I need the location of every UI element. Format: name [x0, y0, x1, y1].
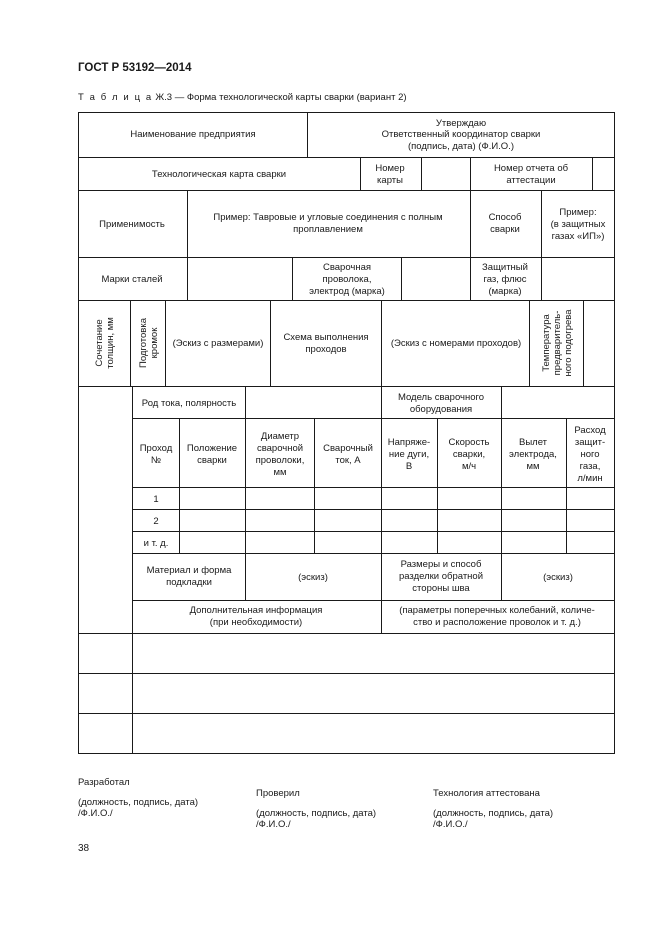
signature-title: Разработал	[78, 777, 130, 788]
position-header-line-1: Положение	[186, 443, 238, 454]
equipment-line-2: оборудования	[409, 404, 473, 415]
signature-role: (должность, подпись, дата)	[433, 808, 554, 819]
steel-grades-label: Марки сталей	[101, 274, 163, 285]
diameter-header-line-4: мм	[273, 467, 287, 478]
signature-developed	[78, 777, 198, 819]
report-number-line-2: аттестации	[506, 175, 556, 186]
speed-header-line-2: сварки,	[452, 449, 486, 460]
equipment-line-1: Модель сварочного	[397, 392, 485, 403]
voltage-header-line-1: Напряже-	[387, 437, 431, 448]
example-line-1: Пример: Тавровые и угловые соединения с полным	[213, 212, 443, 223]
stickout-header-line-2: электрода,	[509, 449, 557, 460]
voltage-header-line-3: В	[405, 461, 413, 472]
signature-role: (должность, подпись, дата)	[256, 808, 377, 819]
pass-header-line-2: №	[150, 455, 162, 466]
speed-header-line-3: м/ч	[461, 461, 477, 472]
wire-line-1: Сварочная	[322, 262, 372, 273]
pass-row-2: 2	[153, 516, 159, 527]
pass-scheme-line-1: Схема выполнения	[283, 332, 369, 343]
signature-name: /Ф.И.О./	[433, 819, 468, 830]
signature-title: Технология аттестована	[433, 788, 540, 799]
preheat-line-3: ного подогрева	[563, 309, 574, 377]
backing-line-1: Материал и форма	[146, 565, 232, 576]
caption-prefix: Т а б л и ц а	[78, 92, 153, 103]
gas-flow-header-line-3: ного	[580, 449, 600, 460]
preheat-line-2: предваритель-	[552, 310, 563, 376]
oscillation-line-1: (параметры поперечных колебаний, количе-	[399, 605, 595, 616]
document-header: ГОСТ Р 53192—2014	[78, 62, 192, 74]
signature-role: (должность, подпись, дата)	[78, 797, 199, 808]
gas-line-3: (марка)	[488, 286, 522, 297]
signature-checked	[256, 788, 376, 830]
root-prep-line-3: стороны шва	[412, 583, 470, 594]
signature-certified	[433, 788, 553, 830]
sketch-dims-label: (Эскиз с размерами)	[172, 338, 264, 349]
edge-prep-line-1: Подготовка	[138, 317, 149, 369]
method-example-line-3: газах «ИП»)	[551, 231, 605, 242]
thickness-line-2: толщин, мм	[105, 317, 116, 369]
stickout-header-line-3: мм	[526, 461, 540, 472]
pass-row-1: 1	[153, 494, 159, 505]
gas-flow-header-line-5: л/мин	[577, 473, 603, 484]
stickout-header-line-1: Вылет	[518, 437, 548, 448]
wire-line-2: проволока,	[322, 274, 372, 285]
pass-header-line-1: Проход	[139, 443, 173, 454]
gas-line-2: газ, флюс	[483, 274, 527, 285]
pass-scheme-line-2: проходов	[305, 344, 347, 355]
applicability-label: Применимость	[99, 219, 165, 230]
method-line-2: сварки	[490, 224, 520, 235]
speed-header-line-1: Скорость	[448, 437, 490, 448]
position-header-line-2: сварки	[197, 455, 227, 466]
report-number-line-1: Номер отчета об	[493, 163, 569, 174]
method-example-line-2: (в защитных	[550, 219, 606, 230]
enterprise-name-label: Наименование предприятия	[130, 129, 256, 140]
sketch-label-2: (эскиз)	[543, 572, 573, 583]
sketch-label-1: (эскиз)	[298, 572, 328, 583]
root-prep-line-1: Размеры и способ	[400, 559, 482, 570]
extra-info-line-2: (при необходимости)	[209, 617, 303, 628]
signature-title: Проверил	[256, 788, 300, 799]
caption-text: Ж.3 — Форма технологической карты сварки (вариант 2)	[155, 92, 407, 103]
preheat-line-1: Температура	[541, 314, 552, 372]
gas-flow-header-line-2: защит-	[574, 437, 606, 448]
signature-name: /Ф.И.О./	[78, 808, 113, 819]
method-example-line-1: Пример:	[559, 207, 597, 218]
diameter-header-line-3: проволоки,	[255, 455, 305, 466]
current-label: Род тока, полярность	[141, 398, 237, 409]
approve-line-2: Ответственный координатор сварки	[381, 129, 541, 140]
edge-prep-line-2: кромок	[149, 327, 160, 359]
card-number-line-2: карты	[377, 175, 403, 186]
oscillation-line-2: ство и расположение проволок и т. д.)	[413, 617, 581, 628]
root-prep-line-2: разделки обратной	[398, 571, 484, 582]
approve-line-1: Утверждаю	[435, 118, 487, 129]
thickness-line-1: Сочетание	[94, 319, 105, 367]
approve-line-3: (подпись, дата) (Ф.И.О.)	[408, 141, 514, 152]
backing-line-2: подкладки	[166, 577, 212, 588]
extra-info-line-1: Дополнительная информация	[189, 605, 323, 616]
pass-row-etc: и т. д.	[143, 538, 169, 549]
amp-header-line-2: ток, А	[335, 455, 361, 466]
wire-line-3: электрод (марка)	[309, 286, 385, 297]
gas-flow-header-line-1: Расход	[574, 425, 606, 436]
diameter-header-line-1: Диаметр	[260, 431, 300, 442]
signature-name: /Ф.И.О./	[256, 819, 291, 830]
page-number: 38	[78, 843, 90, 854]
amp-header-line-1: Сварочный	[323, 443, 373, 454]
method-line-1: Способ	[488, 212, 522, 223]
example-line-2: проплавлением	[293, 224, 363, 235]
diameter-header-line-2: сварочной	[256, 443, 304, 454]
gas-flow-header-line-4: газа,	[579, 461, 601, 472]
sketch-passes-label: (Эскиз с номерами проходов)	[390, 338, 522, 349]
gas-line-1: Защитный	[482, 262, 528, 273]
voltage-header-line-2: ние дуги,	[388, 449, 430, 460]
card-title: Технологическая карта сварки	[151, 169, 287, 180]
card-number-line-1: Номер	[375, 163, 405, 174]
